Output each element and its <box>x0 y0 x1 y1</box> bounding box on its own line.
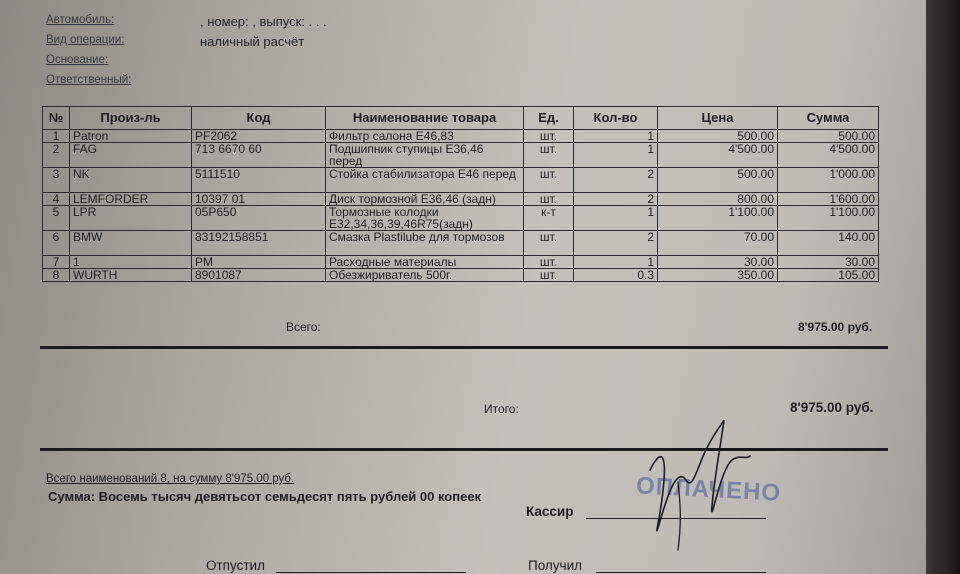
cell-sum: 105.00 <box>778 269 879 282</box>
divider-top <box>40 346 888 349</box>
table-row <box>43 206 879 231</box>
cell-price: 70.00 <box>658 231 778 256</box>
header-row-cutoff <box>46 0 566 14</box>
col-header-sum: Сумма <box>778 107 879 130</box>
total-label: Всего: <box>286 320 321 334</box>
col-header-number: № <box>43 107 70 130</box>
cell-maker: LPR <box>70 206 192 231</box>
basis-label: Основание: <box>46 54 109 66</box>
cell-code: 83192158851 <box>192 231 326 256</box>
total-value: 8'975.00 руб. <box>798 320 873 334</box>
cell-unit: шт. <box>524 130 574 143</box>
col-header-name: Наименование товара <box>326 107 524 130</box>
cell-number: 3 <box>43 168 70 193</box>
cell-price: 800.00 <box>658 193 778 206</box>
cell-unit: к-т <box>524 206 574 231</box>
header-row-responsible <box>46 74 566 94</box>
cell-qty: 1 <box>574 256 658 269</box>
cell-name: Диск тормозной E36,46 (задн) <box>326 193 524 206</box>
cell-price: 1'100.00 <box>658 206 778 231</box>
itogo-value: 8'975.00 руб. <box>790 400 874 415</box>
cell-maker: LEMFORDER <box>70 193 192 206</box>
col-header-code: Код <box>192 107 326 130</box>
cell-maker: Patron <box>70 130 192 143</box>
cell-qty: 1 <box>574 206 658 231</box>
cell-number: 8 <box>43 269 70 282</box>
table-row <box>43 231 879 256</box>
table-row <box>43 193 879 206</box>
released-signature-line <box>276 571 466 573</box>
cell-code: PF2062 <box>192 130 326 143</box>
cell-code: 713 6670 60 <box>192 143 326 168</box>
cell-sum: 1'100.00 <box>778 206 879 231</box>
cell-unit: шт. <box>524 269 574 282</box>
cell-sum: 1'000.00 <box>778 168 879 193</box>
car-value: , номер: , выпуск: . . . <box>200 14 327 29</box>
cell-number: 6 <box>43 231 70 256</box>
car-label: Автомобиль: <box>46 14 115 26</box>
cell-name: Фильтр салона E46,83 <box>326 130 524 143</box>
cell-qty: 1 <box>574 130 658 143</box>
cell-unit: шт. <box>524 193 574 206</box>
col-header-maker: Произ-ль <box>70 107 192 130</box>
cell-number: 1 <box>43 130 70 143</box>
cell-unit: шт. <box>524 168 574 193</box>
cell-maker: NK <box>70 168 192 193</box>
table-row <box>43 143 879 168</box>
cell-code: 8901087 <box>192 269 326 282</box>
cell-maker: BMW <box>70 231 192 256</box>
released-label: Отпустил <box>206 558 265 573</box>
cell-maker: 1 <box>70 256 192 269</box>
received-signature-line <box>596 571 766 573</box>
cell-name: Обезжириватель 500г. <box>326 269 524 282</box>
cashier-label: Кассир <box>526 504 574 519</box>
itogo-label: Итого: <box>484 402 519 416</box>
cell-code: 10397 01 <box>192 193 326 206</box>
document-header <box>46 0 566 94</box>
responsible-label: Ответственный: <box>46 74 132 86</box>
cell-price: 30.00 <box>658 256 778 269</box>
cell-sum: 4'500.00 <box>778 143 879 168</box>
cell-name: Подшипник ступицы E36,46 перед <box>326 143 524 168</box>
cell-unit: шт. <box>524 256 574 269</box>
header-row-car <box>46 14 566 34</box>
received-label: Получил <box>528 558 582 573</box>
table-header-row <box>43 107 879 130</box>
cell-name: Тормозные колодки E32,34,36,39,46R75(задн) <box>326 206 524 231</box>
cell-code: 5111510 <box>192 168 326 193</box>
cell-price: 350.00 <box>658 269 778 282</box>
amount-in-words: Сумма: Восемь тысяч девятьсот семьдесят пять рублей 00 копеек <box>48 489 482 504</box>
table-row <box>43 130 879 143</box>
cell-name: Смазка Plastilube для тормозов <box>326 231 524 256</box>
table-row <box>43 256 879 269</box>
cell-qty: 2 <box>574 231 658 256</box>
cell-unit: шт. <box>524 231 574 256</box>
goods-table <box>42 106 879 282</box>
cell-number: 5 <box>43 206 70 231</box>
cell-maker: WURTH <box>70 269 192 282</box>
cell-price: 500.00 <box>658 168 778 193</box>
cell-code: 05P650 <box>192 206 326 231</box>
cell-number: 4 <box>43 193 70 206</box>
cell-sum: 500.00 <box>778 130 879 143</box>
cell-sum: 140.00 <box>778 231 879 256</box>
cell-code: PM <box>192 256 326 269</box>
operation-label: Вид операции: <box>46 34 125 46</box>
col-header-qty: Кол-во <box>574 107 658 130</box>
operation-value: наличный расчёт <box>200 34 305 49</box>
cell-sum: 30.00 <box>778 256 879 269</box>
cell-maker: FAG <box>70 143 192 168</box>
col-header-unit: Ед. <box>524 107 574 130</box>
table-row <box>43 269 879 282</box>
cell-number: 2 <box>43 143 70 168</box>
paid-stamp: ОПЛАЧЕНО <box>635 472 782 507</box>
cell-qty: 2 <box>574 193 658 206</box>
cell-qty: 0.3 <box>574 269 658 282</box>
handwritten-signature <box>620 410 780 560</box>
table-row <box>43 168 879 193</box>
cell-unit: шт. <box>524 143 574 168</box>
cell-qty: 1 <box>574 143 658 168</box>
cell-price: 4'500.00 <box>658 143 778 168</box>
cell-qty: 2 <box>574 168 658 193</box>
cell-sum: 1'600.00 <box>778 193 879 206</box>
col-header-price: Цена <box>658 107 778 130</box>
cell-name: Расходные материалы <box>326 256 524 269</box>
header-row-operation <box>46 34 566 54</box>
cell-number: 7 <box>43 256 70 269</box>
cell-name: Стойка стабилизатора E46 перед <box>326 168 524 193</box>
cell-price: 500.00 <box>658 130 778 143</box>
items-summary: Всего наименований 8, на сумму 8'975.00 руб. <box>46 473 295 485</box>
paper-edge <box>926 0 960 574</box>
header-row-basis <box>46 54 566 74</box>
